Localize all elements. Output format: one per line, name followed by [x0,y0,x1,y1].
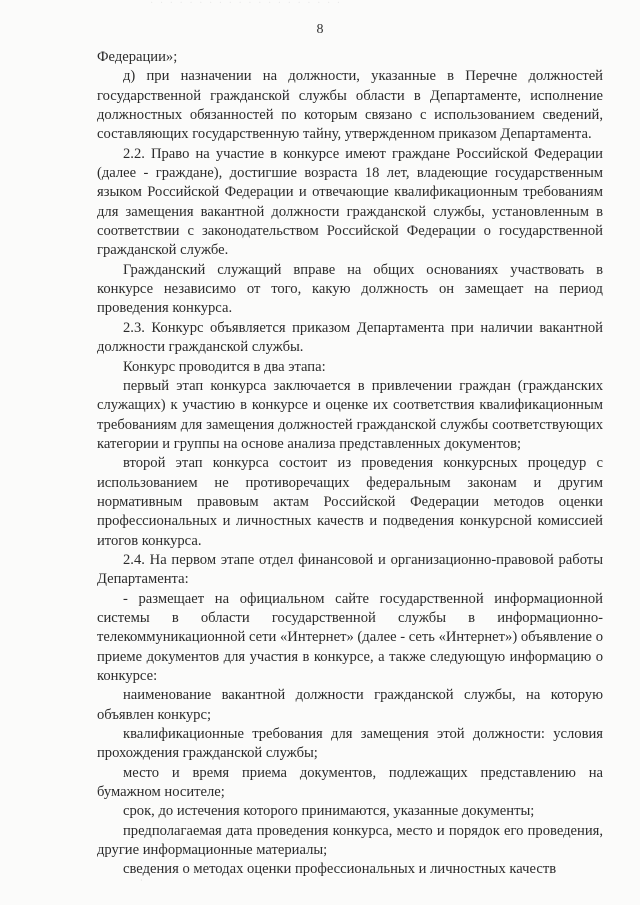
paragraph-item-d: д) при назначении на должности, указанные в Перечне должностей государственной гражданской службы области в Департаменте, исполнение должностных обязанностей по которым связано с использованием сведений, составляющих государственную тайну, утвержденном приказом Департамента. [97,68,603,143]
bleed-through-marks: · · · · · · · · · · · · · · · · · · · · [150,0,343,9]
paragraph-two-stages: Конкурс проводится в два этапа: [123,358,326,375]
paragraph-publication: - размещает на официальном сайте государственной информационной системы в области государственной службы в информационно-телекоммуникационной сети «Интернет» (далее - сеть «Интернет») объявление о приеме документов для участия в конкурсе, а также следующую информацию о конкурсе: [97,590,603,684]
paragraph-civil-servant: Гражданский служащий вправе на общих основаниях участвовать в конкурсе независимо от того, какую должность он замещает на период проведения конкурса. [97,261,603,317]
paragraph-first-stage: первый этап конкурса заключается в привлечении граждан (гражданских служащих) к участию в конкурсе и оценке их соответствия квалификационным требованиям для замещения должностей гражданской службы соответствующих категории и группы на основе анализа представленных документов; [97,377,603,452]
paragraph-2-2: 2.2. Право на участие в конкурсе имеют граждане Российской Федерации (далее - граждане), достигшие возраста 18 лет, владеющие государственным языком Российской Федерации и отвечающие квалификационным требованиям для замещения вакантной должности гражданской службы, установленным в соответствии с законодательством Российской Федерации о государственной гражданской службе. [97,145,603,259]
paragraph-continuation: Федерации»; [97,49,178,65]
page-number: 8 [316,22,324,37]
list-item-requirements: квалификационные требования для замещения этой должности: условия прохождения гражданской службы; [97,726,603,762]
list-item-contest-date: предполагаемая дата проведения конкурса, место и порядок его проведения, другие информационные материалы; [97,822,603,859]
list-item-place-time: место и время приема документов, подлежащих представлению на бумажном носителе; [97,764,603,801]
paragraph-second-stage: второй этап конкурса состоит из проведения конкурсных процедур с использованием не противоречащих федеральным законам и другим нормативным правовым актам Российской Федерации методов оценки профессиональных и личностных качеств и подведения конкурсной комиссией итогов конкурса. [97,455,603,549]
paragraph-2-4: 2.4. На первом этапе отдел финансовой и организационно-правовой работы Департамента: [97,551,603,588]
list-item-assessment-methods: сведения о методах оценки профессиональных и личностных качеств [123,861,557,878]
paragraph-2-3: 2.3. Конкурс объявляется приказом Департамента при наличии вакантной должности гражданской службы. [97,319,603,356]
list-item-deadline: срок, до истечения которого принимаются, указанные документы; [123,803,535,820]
document-body [97,48,603,880]
scan-speck: · [140,876,143,885]
list-item-vacancy-name: наименование вакантной должности гражданской службы, на которую объявлен конкурс; [97,687,603,723]
